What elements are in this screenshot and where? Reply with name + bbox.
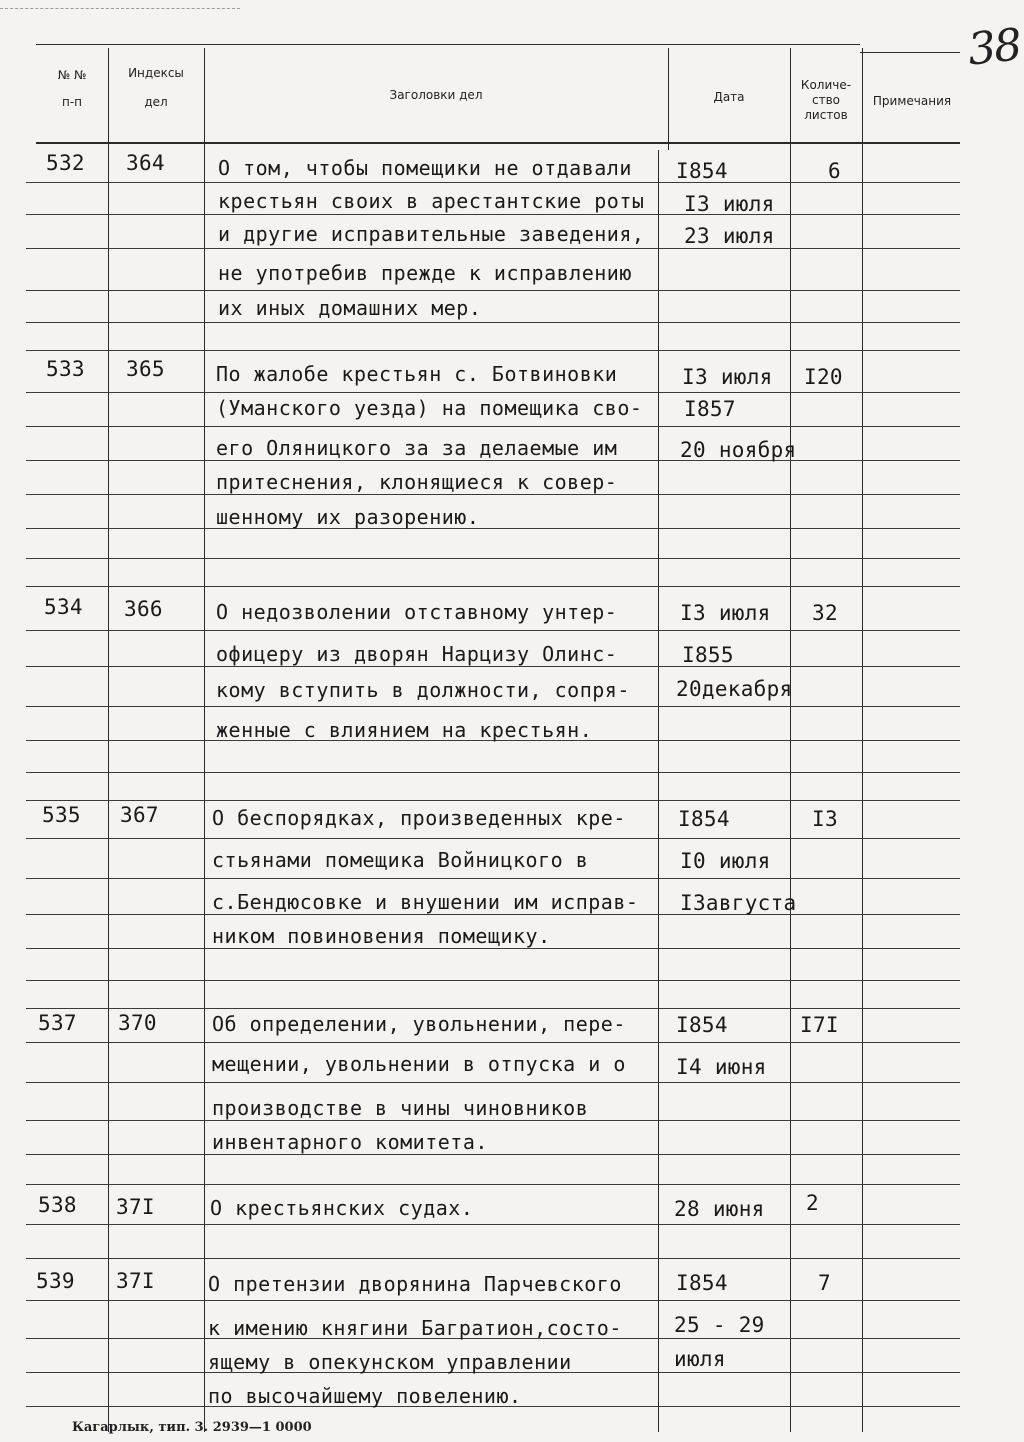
title-line: женные с влиянием на крестьян. — [216, 718, 593, 742]
title-line: притеснения, клонящиеся к совер- — [216, 470, 618, 494]
title-line: их иных домашних мер. — [218, 296, 482, 320]
title-line: шенному их разорению. — [216, 505, 480, 529]
record-number: 538 — [38, 1193, 77, 1217]
date-line: I0 июля — [680, 849, 771, 873]
title-line: По жалобе крестьян с. Ботвиновки — [216, 362, 618, 386]
record-number: 535 — [42, 803, 81, 827]
title-line: крестьян своих в арестантские роты — [218, 189, 645, 213]
date-line: 28 июня — [674, 1197, 765, 1221]
title-line: О претензии дворянина Парчевского — [208, 1272, 622, 1296]
date-line: 25 - 29 — [674, 1313, 765, 1337]
date-line: I3 июля — [684, 192, 775, 216]
ruled-line — [26, 1082, 960, 1083]
date-line: 20 ноября — [680, 438, 797, 462]
header-index — [108, 66, 204, 110]
title-line: мещении, увольнении в отпуска и о — [212, 1052, 626, 1076]
sheet-count: I7I — [800, 1013, 839, 1037]
col-divider-title — [658, 150, 659, 1432]
ruled-line — [26, 772, 960, 773]
ruled-line — [26, 706, 960, 707]
ruled-line — [26, 630, 960, 631]
header-count-line1: Количе- — [800, 78, 852, 92]
record-index: 365 — [126, 357, 165, 381]
printer-imprint: Кагарлык, тип. 3. 2939—1 0000 — [72, 1420, 312, 1435]
title-line: кому вступить в должности, сопря- — [216, 678, 630, 702]
ruled-line — [26, 1154, 960, 1155]
date-line: июля — [674, 1347, 726, 1371]
ruled-line — [26, 290, 960, 291]
sheet-count: 2 — [806, 1191, 819, 1215]
header-bottom-border — [36, 142, 960, 144]
title-line: не употребив прежде к исправлению — [218, 261, 632, 285]
header-count — [790, 78, 862, 123]
record-index: 366 — [124, 597, 163, 621]
header-count-line2: ство — [811, 93, 840, 107]
ruled-line — [26, 494, 960, 495]
title-line: производстве в чины чиновников — [212, 1096, 589, 1120]
date-line: I857 — [684, 397, 736, 421]
sheet-count: 6 — [828, 159, 841, 183]
title-line: О том, чтобы помещики не отдавали — [218, 156, 632, 180]
sheet-count: 7 — [818, 1271, 831, 1295]
sheet-count: I20 — [804, 365, 843, 389]
header-num — [36, 68, 108, 110]
record-index: 370 — [118, 1011, 157, 1035]
ruled-line — [26, 948, 960, 949]
title-line: инвентарного комитета. — [212, 1130, 488, 1154]
date-line: I4 июня — [676, 1055, 767, 1079]
ruled-line — [26, 800, 960, 801]
header-count-line3: листов — [804, 108, 848, 122]
page-number: 38 — [965, 19, 1023, 76]
title-line: О крестьянских судах. — [210, 1196, 474, 1220]
title-line: ящему в опекунском управлении — [208, 1350, 572, 1374]
ruled-line — [26, 1184, 960, 1185]
ruled-line — [26, 666, 960, 667]
ruled-line — [26, 1300, 960, 1301]
date-line: I854 — [676, 1271, 728, 1295]
ruled-line — [26, 214, 960, 215]
record-index: 37I — [116, 1269, 155, 1293]
header-date: Дата — [713, 90, 745, 104]
title-line: О недозволении отставному унтер- — [216, 600, 618, 624]
ruled-line — [26, 182, 960, 183]
title-line: к имению княгини Багратион,состо- — [208, 1316, 622, 1340]
date-line: I855 — [682, 643, 734, 667]
ruled-line — [26, 1042, 960, 1043]
ruled-line — [26, 838, 960, 839]
header-index-line2: дел — [144, 95, 168, 109]
date-line: I854 — [676, 159, 728, 183]
ruled-line — [26, 1120, 960, 1121]
record-number: 532 — [46, 151, 85, 175]
title-line: О беспорядках, произведенных кре- — [212, 806, 626, 830]
table-top-border-notes — [860, 52, 960, 53]
title-line: по высочайшему повелению. — [208, 1384, 522, 1408]
date-line: I3августа — [680, 891, 797, 915]
title-line: и другие исправительные заведения, — [218, 222, 645, 246]
date-line: I854 — [676, 1013, 728, 1037]
record-index: 367 — [120, 803, 159, 827]
ruled-line — [26, 426, 960, 427]
header-index-line1: Индексы — [128, 66, 184, 80]
sheet-count: 32 — [812, 601, 838, 625]
date-line: I3 июля — [682, 365, 773, 389]
sheet-count: I3 — [812, 807, 838, 831]
title-line: ником повиновения помещику. — [212, 924, 551, 948]
title-line: его Оляницкого за за делаемые им — [216, 436, 618, 460]
ruled-line — [26, 528, 960, 529]
ruled-line — [26, 460, 960, 461]
title-line: Об определении, увольнении, пере- — [212, 1012, 626, 1036]
header-num-line2: п-п — [61, 95, 83, 109]
title-line: с.Бендюсовке и внушении им исправ- — [212, 890, 639, 914]
ruled-line — [26, 322, 960, 323]
title-line: (Уманского уезда) на помещика сво- — [216, 396, 643, 420]
title-line: офицеру из дворян Нарцизу Олинс- — [216, 642, 618, 666]
record-index: 37I — [116, 1195, 155, 1219]
header-notes: Примечания — [872, 94, 952, 108]
record-number: 539 — [36, 1269, 75, 1293]
ruled-line — [26, 914, 960, 915]
record-number: 537 — [38, 1011, 77, 1035]
record-index: 364 — [126, 151, 165, 175]
ruled-line — [26, 558, 960, 559]
record-number: 534 — [44, 595, 83, 619]
ruled-line — [26, 980, 960, 981]
table-top-border — [36, 44, 860, 45]
date-line: 20декабря — [676, 677, 793, 701]
header-num-line1: № № — [57, 68, 87, 82]
ruled-line — [26, 586, 960, 587]
ruled-line — [26, 350, 960, 351]
record-number: 533 — [46, 357, 85, 381]
date-line: 23 июля — [684, 224, 775, 248]
ruled-line — [26, 878, 960, 879]
header-title: Заголовки дел — [389, 88, 483, 102]
ruled-line — [26, 248, 960, 249]
date-line: I3 июля — [680, 601, 771, 625]
ruled-line — [26, 1258, 960, 1259]
ruled-line — [26, 1224, 960, 1225]
date-line: I854 — [678, 807, 730, 831]
top-edge-dashes — [0, 8, 240, 9]
title-line: стьянами помещика Войницкого в — [212, 848, 589, 872]
